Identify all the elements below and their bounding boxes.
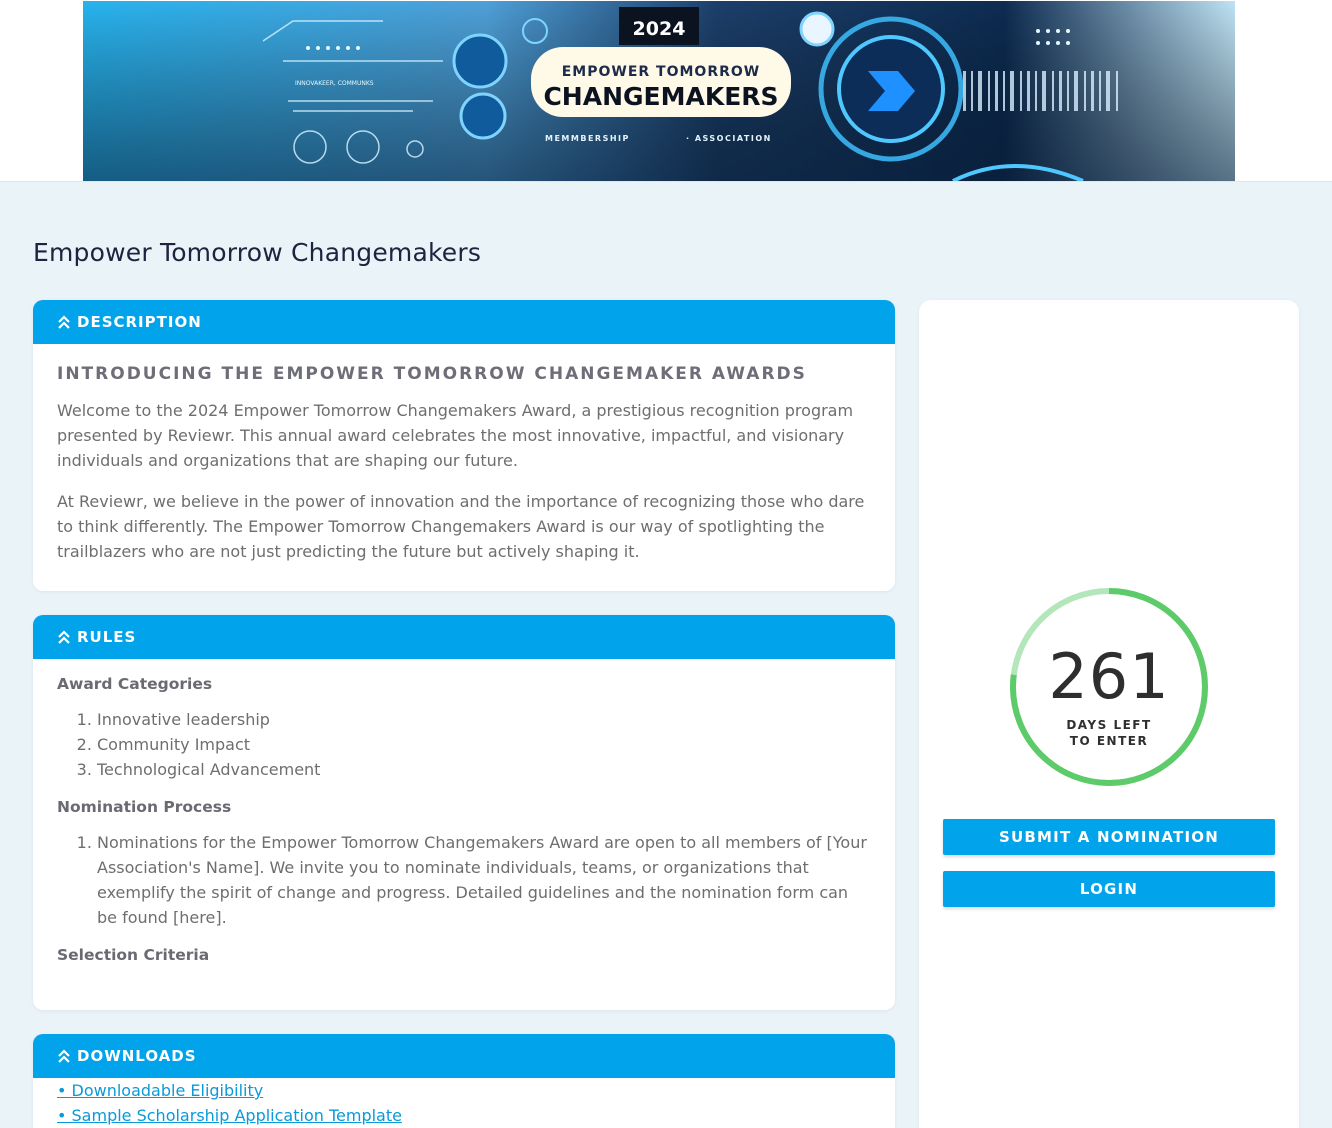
banner-tag-left: MEMMBERSHIP (545, 134, 630, 143)
downloads-card (33, 1034, 895, 1128)
collapse-chevron-icon (57, 314, 71, 330)
collapse-chevron-icon (57, 629, 71, 645)
list-item: 1. Innovative leadership (97, 707, 871, 732)
banner-container (0, 0, 1332, 182)
selection-criteria-label: Selection Criteria (57, 946, 210, 964)
page-title: Empower Tomorrow Changemakers (33, 238, 482, 267)
list-item: 1. Nominations for the Empower Tomorrow Changemakers Award are open to all members of [Your Association's Name]. We invite you to nominate individuals, teams, or organizations that exemplify the spirit of change and progress. Detailed guidelines and the nomination form can be found [here]. (97, 830, 871, 930)
login-button[interactable]: LOGIN (943, 871, 1275, 907)
description-card (33, 300, 895, 591)
downloads-header-label: DOWNLOADS (77, 1047, 197, 1065)
nomination-steps-list (57, 830, 871, 930)
download-sample-template-link[interactable]: • Sample Scholarship Application Template (57, 1106, 402, 1125)
banner-image (83, 1, 1235, 181)
banner-small-text: INNOVAKEER, COMMUNKS (295, 80, 374, 87)
rules-header-label: RULES (77, 628, 137, 646)
days-left-label-line2: TO ENTER (1069, 734, 1149, 748)
collapse-chevron-icon (57, 1048, 71, 1064)
list-item: 2. Community Impact (97, 732, 871, 757)
downloads-header[interactable] (33, 1034, 895, 1078)
list-item: 3. Technological Advancement (97, 757, 871, 782)
days-left-count: 261 (1048, 640, 1170, 713)
banner-line1: EMPOWER TOMORROW (561, 64, 761, 80)
nomination-process-label: Nomination Process (57, 798, 232, 816)
description-title: INTRODUCING THE EMPOWER TOMORROW CHANGEMAKER AWARDS (57, 364, 807, 384)
days-left-label-line1: DAYS LEFT (1066, 718, 1152, 732)
description-paragraph: At Reviewr, we believe in the power of innovation and the importance of recognizing those who dare to think differently. The Empower Tomorrow Changemakers Award is our way of spotlighting the trailblazers who are not just predicting the future but actively shaping it. (57, 492, 865, 561)
award-categories-label: Award Categories (57, 675, 213, 693)
banner-year: 2024 (632, 18, 686, 40)
download-eligibility-link[interactable]: • Downloadable Eligibility (57, 1081, 264, 1100)
submit-nomination-button[interactable]: SUBMIT A NOMINATION (943, 819, 1275, 855)
categories-list (57, 707, 871, 782)
description-paragraph: Welcome to the 2024 Empower Tomorrow Changemakers Award, a prestigious recognition program presented by Reviewr. This annual award celebrates the most innovative, impactful, and visionary individuals and organizations that are shaping our future. (57, 401, 854, 470)
rules-header[interactable] (33, 615, 895, 659)
days-left-label (1008, 717, 1210, 749)
banner-line2: CHANGEMAKERS (543, 82, 779, 111)
rules-card (33, 615, 895, 1010)
description-header-label: DESCRIPTION (77, 313, 202, 331)
banner-tag-right: · ASSOCIATION (686, 134, 772, 143)
sidebar-panel (919, 300, 1299, 1128)
description-header[interactable] (33, 300, 895, 344)
